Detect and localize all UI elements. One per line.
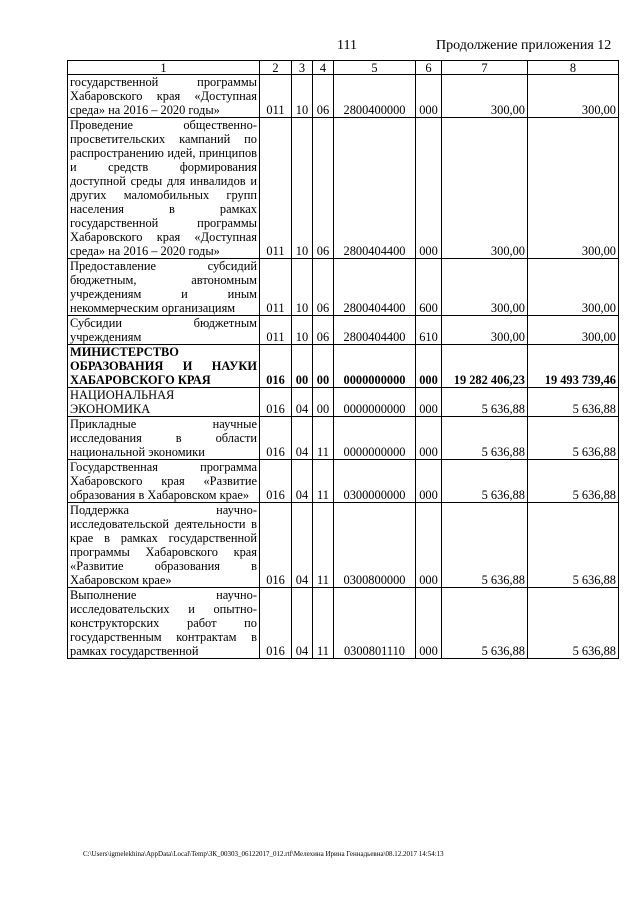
ministry-code: 016 xyxy=(260,460,292,503)
ministry-code: 016 xyxy=(260,345,292,388)
target-article-code: 0000000000 xyxy=(334,388,416,417)
target-article-code: 0300000000 xyxy=(334,460,416,503)
subsection-code: 06 xyxy=(313,75,334,118)
section-code: 04 xyxy=(292,503,313,588)
amount-year-2: 300,00 xyxy=(528,75,619,118)
row-name: Проведение общественно-просветительских кампаний по распространению идей, принципов и средств формирования доступной среды для инвалидов и других маломобильных групп населения в рамках государственной программы Хабаровского края «Доступная среда» на 2016 – 2020 годы» xyxy=(68,118,260,259)
table-row xyxy=(68,316,619,345)
table-row xyxy=(68,460,619,503)
target-article-code: 2800404400 xyxy=(334,316,416,345)
column-header: 6 xyxy=(416,61,442,75)
expense-type-code: 600 xyxy=(416,259,442,316)
amount-year-1: 5 636,88 xyxy=(442,388,528,417)
column-header: 2 xyxy=(260,61,292,75)
amount-year-2: 5 636,88 xyxy=(528,588,619,659)
amount-year-1: 5 636,88 xyxy=(442,588,528,659)
column-header: 4 xyxy=(313,61,334,75)
section-code: 00 xyxy=(292,345,313,388)
ministry-code: 011 xyxy=(260,75,292,118)
target-article-code: 2800404400 xyxy=(334,259,416,316)
expense-type-code: 000 xyxy=(416,417,442,460)
amount-year-1: 5 636,88 xyxy=(442,417,528,460)
ministry-code: 011 xyxy=(260,316,292,345)
row-name: НАЦИОНАЛЬНАЯ ЭКОНОМИКА xyxy=(68,388,260,417)
amount-year-2: 300,00 xyxy=(528,118,619,259)
column-number-row xyxy=(68,61,619,75)
ministry-code: 016 xyxy=(260,417,292,460)
row-name: Государственная программа Хабаровского края «Развитие образования в Хабаровском крае» xyxy=(68,460,260,503)
ministry-code: 016 xyxy=(260,503,292,588)
target-article-code: 2800404400 xyxy=(334,118,416,259)
target-article-code: 0300800000 xyxy=(334,503,416,588)
section-code: 10 xyxy=(292,118,313,259)
table-row xyxy=(68,417,619,460)
ministry-code: 011 xyxy=(260,118,292,259)
target-article-code: 0000000000 xyxy=(334,417,416,460)
section-code: 10 xyxy=(292,316,313,345)
table-row xyxy=(68,588,619,659)
expense-type-code: 000 xyxy=(416,388,442,417)
column-header: 5 xyxy=(334,61,416,75)
amount-year-2: 5 636,88 xyxy=(528,388,619,417)
amount-year-1: 19 282 406,23 xyxy=(442,345,528,388)
ministry-code: 016 xyxy=(260,588,292,659)
page-number: 111 xyxy=(337,38,357,53)
amount-year-1: 300,00 xyxy=(442,259,528,316)
target-article-code: 0000000000 xyxy=(334,345,416,388)
section-code: 04 xyxy=(292,388,313,417)
table-row-ministry xyxy=(68,345,619,388)
row-name: Выполнение научно-исследовательских и опытно-конструкторских работ по государственным контрактам в рамках государственной xyxy=(68,588,260,659)
expense-type-code: 000 xyxy=(416,588,442,659)
row-name: МИНИСТЕРСТВО ОБРАЗОВАНИЯ И НАУКИ ХАБАРОВСКОГО КРАЯ xyxy=(68,345,260,388)
amount-year-2: 5 636,88 xyxy=(528,503,619,588)
subsection-code: 06 xyxy=(313,259,334,316)
subsection-code: 00 xyxy=(313,345,334,388)
continuation-label: Продолжение приложения 12 xyxy=(436,38,612,53)
table-row xyxy=(68,388,619,417)
budget-table xyxy=(67,60,619,659)
amount-year-2: 5 636,88 xyxy=(528,460,619,503)
row-name: Прикладные научные исследования в области национальной экономики xyxy=(68,417,260,460)
expense-type-code: 000 xyxy=(416,118,442,259)
table-row xyxy=(68,259,619,316)
subsection-code: 06 xyxy=(313,316,334,345)
section-code: 04 xyxy=(292,460,313,503)
row-name: Предоставление субсидий бюджетным, автономным учреждениям и иным некоммерческим организациям xyxy=(68,259,260,316)
target-article-code: 2800400000 xyxy=(334,75,416,118)
expense-type-code: 000 xyxy=(416,503,442,588)
subsection-code: 11 xyxy=(313,588,334,659)
subsection-code: 11 xyxy=(313,460,334,503)
section-code: 10 xyxy=(292,75,313,118)
amount-year-1: 300,00 xyxy=(442,118,528,259)
amount-year-1: 5 636,88 xyxy=(442,460,528,503)
target-article-code: 0300801110 xyxy=(334,588,416,659)
row-name: Поддержка научно-исследовательской деятельности в крае в рамках государственной программы Хабаровского края «Развитие образования в Хабаровском крае» xyxy=(68,503,260,588)
column-header: 3 xyxy=(292,61,313,75)
column-header: 1 xyxy=(68,61,260,75)
column-header: 7 xyxy=(442,61,528,75)
subsection-code: 11 xyxy=(313,417,334,460)
amount-year-1: 300,00 xyxy=(442,316,528,345)
subsection-code: 06 xyxy=(313,118,334,259)
section-code: 04 xyxy=(292,417,313,460)
table-row xyxy=(68,118,619,259)
amount-year-1: 5 636,88 xyxy=(442,503,528,588)
row-name: Субсидии бюджетным учреждениям xyxy=(68,316,260,345)
table-row xyxy=(68,75,619,118)
ministry-code: 011 xyxy=(260,259,292,316)
row-name: государственной программы Хабаровского края «Доступная среда» на 2016 – 2020 годы» xyxy=(68,75,260,118)
file-path-footer: C:\Users\igmelekhina\AppData\Local\Temp\ЗК_00303_06122017_012.rtf\Мелехина Ирина Геннадьевна\08.12.2017 14:54:13 xyxy=(83,850,444,858)
amount-year-2: 300,00 xyxy=(528,316,619,345)
subsection-code: 00 xyxy=(313,388,334,417)
expense-type-code: 000 xyxy=(416,460,442,503)
subsection-code: 11 xyxy=(313,503,334,588)
amount-year-2: 5 636,88 xyxy=(528,417,619,460)
column-header: 8 xyxy=(528,61,619,75)
table-row xyxy=(68,503,619,588)
expense-type-code: 000 xyxy=(416,345,442,388)
amount-year-2: 19 493 739,46 xyxy=(528,345,619,388)
expense-type-code: 000 xyxy=(416,75,442,118)
section-code: 04 xyxy=(292,588,313,659)
ministry-code: 016 xyxy=(260,388,292,417)
expense-type-code: 610 xyxy=(416,316,442,345)
amount-year-1: 300,00 xyxy=(442,75,528,118)
amount-year-2: 300,00 xyxy=(528,259,619,316)
section-code: 10 xyxy=(292,259,313,316)
